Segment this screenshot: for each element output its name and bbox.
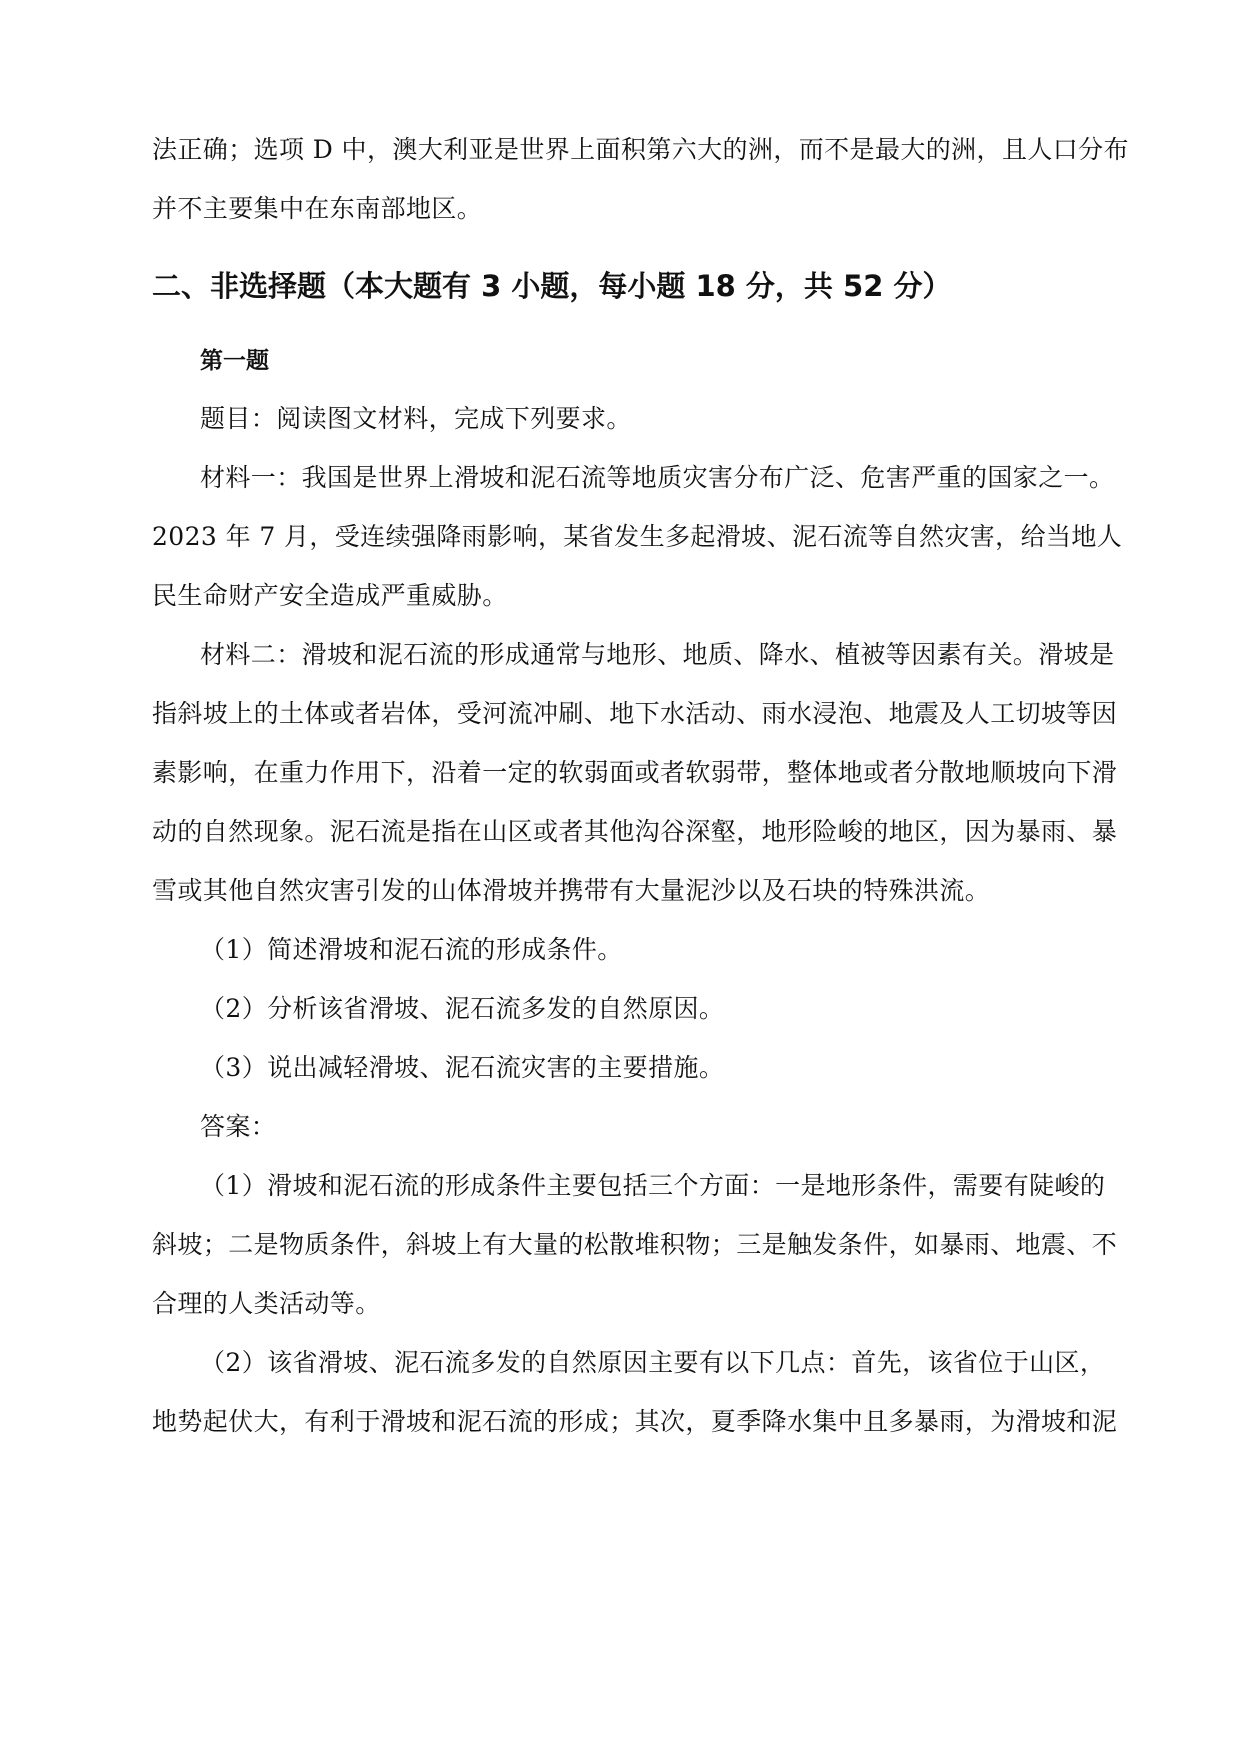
material-two-line-3: 素影响，在重力作用下，沿着一定的软弱面或者软弱带，整体地或者分散地顺坡向下滑 xyxy=(152,758,1118,787)
sub-question-2: （2）分析该省滑坡、泥石流多发的自然原因。 xyxy=(200,994,725,1023)
answer-1-line-1: （1）滑坡和泥石流的形成条件主要包括三个方面：一是地形条件，需要有陡峻的 xyxy=(200,1171,1106,1200)
material-one-line-1: 材料一：我国是世界上滑坡和泥石流等地质灾害分布广泛、危害严重的国家之一。 xyxy=(200,463,1115,492)
sub-question-1: （1）简述滑坡和泥石流的形成条件。 xyxy=(200,935,623,964)
prev-answer-line-1: 法正确；选项 D 中，澳大利亚是世界上面积第六大的洲，而不是最大的洲，且人口分布 xyxy=(152,135,1129,164)
sub-question-3: （3）说出减轻滑坡、泥石流灾害的主要措施。 xyxy=(200,1053,725,1082)
question-title: 第一题 xyxy=(200,348,269,374)
material-one-line-3: 民生命财产安全造成严重威胁。 xyxy=(152,581,508,610)
answer-2-line-1: （2）该省滑坡、泥石流多发的自然原因主要有以下几点：首先，该省位于山区， xyxy=(200,1348,1106,1377)
answer-1-line-2: 斜坡；二是物质条件，斜坡上有大量的松散堆积物；三是触发条件，如暴雨、地震、不 xyxy=(152,1230,1118,1259)
material-two-line-4: 动的自然现象。泥石流是指在山区或者其他沟谷深壑，地形险峻的地区，因为暴雨、暴 xyxy=(152,817,1118,846)
answer-2-line-2: 地势起伏大，有利于滑坡和泥石流的形成；其次，夏季降水集中且多暴雨，为滑坡和泥 xyxy=(152,1407,1118,1436)
material-one-line-2: 2023 年 7 月，受连续强降雨影响，某省发生多起滑坡、泥石流等自然灾害，给当地人 xyxy=(152,522,1123,551)
question-prompt: 题目：阅读图文材料，完成下列要求。 xyxy=(200,404,632,433)
prev-answer-line-2: 并不主要集中在东南部地区。 xyxy=(152,194,483,223)
answer-1-line-3: 合理的人类活动等。 xyxy=(152,1289,381,1318)
answer-label: 答案： xyxy=(200,1112,277,1141)
section-heading: 二、非选择题（本大题有 3 小题，每小题 18 分，共 52 分） xyxy=(152,269,952,303)
material-two-line-1: 材料二：滑坡和泥石流的形成通常与地形、地质、降水、植被等因素有关。滑坡是 xyxy=(200,640,1115,669)
material-two-line-2: 指斜坡上的土体或者岩体，受河流冲刷、地下水活动、雨水浸泡、地震及人工切坡等因 xyxy=(152,699,1118,728)
material-two-line-5: 雪或其他自然灾害引发的山体滑坡并携带有大量泥沙以及石块的特殊洪流。 xyxy=(152,876,991,905)
